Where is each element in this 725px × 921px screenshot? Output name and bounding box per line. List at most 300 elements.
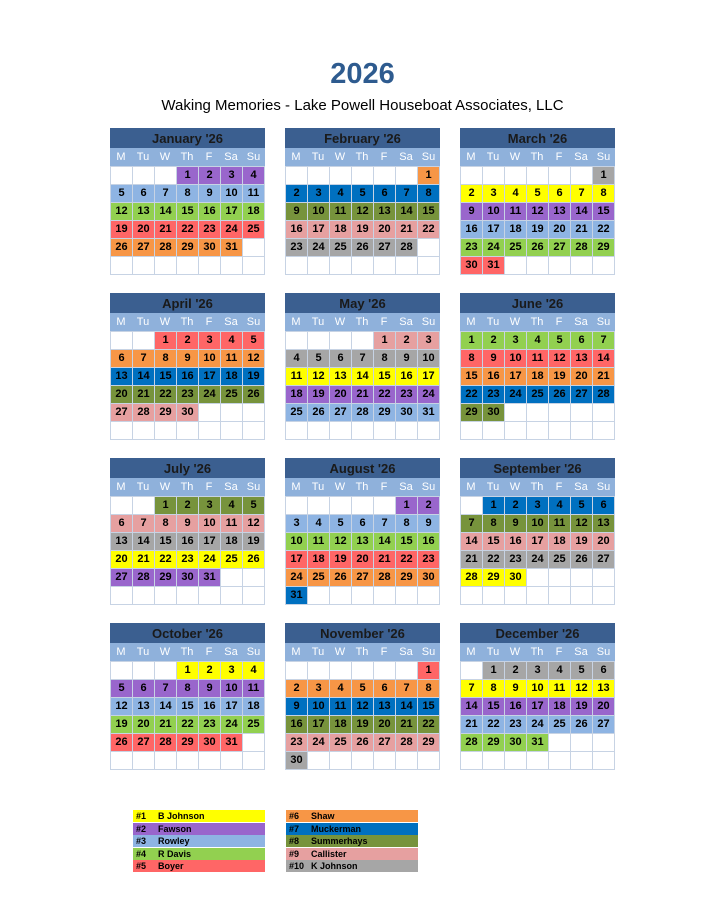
weekday-label: Sa bbox=[224, 151, 238, 163]
day-cell: 6 bbox=[133, 185, 155, 202]
day-cell: 21 bbox=[352, 386, 374, 403]
week-row bbox=[285, 220, 440, 238]
day-cell: 3 bbox=[505, 332, 527, 349]
week-row bbox=[460, 661, 615, 679]
empty-day-cell bbox=[155, 752, 177, 769]
day-cell: 29 bbox=[396, 569, 418, 586]
day-cell: 13 bbox=[133, 698, 155, 715]
day-cell: 19 bbox=[571, 698, 593, 715]
legend-entry bbox=[286, 848, 418, 860]
weekday-label: Tu bbox=[486, 151, 500, 163]
empty-day-cell bbox=[285, 422, 308, 439]
day-cell: 5 bbox=[352, 185, 374, 202]
empty-day-cell bbox=[527, 422, 549, 439]
empty-day-cell bbox=[330, 752, 352, 769]
day-cell: 5 bbox=[110, 680, 133, 697]
day-cell: 24 bbox=[308, 239, 330, 256]
empty-day-cell bbox=[243, 239, 265, 256]
empty-day-cell bbox=[330, 497, 352, 514]
day-cell: 15 bbox=[593, 203, 615, 220]
day-cell: 22 bbox=[460, 386, 483, 403]
week-row bbox=[110, 421, 265, 440]
weekday-header bbox=[285, 643, 440, 661]
weekday-header bbox=[285, 148, 440, 166]
empty-day-cell bbox=[177, 587, 199, 604]
week-row bbox=[460, 184, 615, 202]
day-cell: 27 bbox=[571, 386, 593, 403]
day-cell: 24 bbox=[199, 551, 221, 568]
empty-day-cell bbox=[505, 422, 527, 439]
day-cell: 13 bbox=[374, 698, 396, 715]
weekday-label: Sa bbox=[399, 151, 413, 163]
day-cell: 2 bbox=[177, 497, 199, 514]
week-row bbox=[460, 202, 615, 220]
empty-day-cell bbox=[374, 422, 396, 439]
day-cell: 10 bbox=[199, 515, 221, 532]
week-row bbox=[110, 166, 265, 184]
week-row bbox=[460, 697, 615, 715]
day-cell: 1 bbox=[418, 662, 440, 679]
day-cell: 25 bbox=[243, 716, 265, 733]
week-row bbox=[110, 679, 265, 697]
day-cell: 28 bbox=[593, 386, 615, 403]
day-cell: 29 bbox=[483, 734, 505, 751]
empty-day-cell bbox=[110, 257, 133, 274]
day-cell: 26 bbox=[110, 239, 133, 256]
day-cell: 9 bbox=[199, 680, 221, 697]
day-cell: 9 bbox=[460, 203, 483, 220]
day-cell: 29 bbox=[593, 239, 615, 256]
day-cell: 12 bbox=[571, 680, 593, 697]
legend-name: B Johnson bbox=[158, 811, 205, 821]
legend-name: Summerhays bbox=[311, 836, 368, 846]
day-cell: 14 bbox=[133, 533, 155, 550]
day-cell: 16 bbox=[177, 368, 199, 385]
day-cell: 3 bbox=[221, 167, 243, 184]
week-row bbox=[110, 715, 265, 733]
day-cell: 16 bbox=[199, 203, 221, 220]
month-title: January '26 bbox=[110, 128, 265, 148]
day-cell: 24 bbox=[483, 239, 505, 256]
week-row bbox=[110, 367, 265, 385]
legend-name: Rowley bbox=[158, 836, 190, 846]
empty-day-cell bbox=[593, 257, 615, 274]
empty-day-cell bbox=[483, 587, 505, 604]
week-row bbox=[285, 550, 440, 568]
weekday-label: Su bbox=[246, 646, 261, 658]
day-cell: 10 bbox=[505, 350, 527, 367]
weekday-header bbox=[285, 478, 440, 496]
day-cell: 13 bbox=[352, 533, 374, 550]
weekday-label: W bbox=[159, 646, 171, 658]
day-cell: 17 bbox=[308, 221, 330, 238]
day-cell: 29 bbox=[177, 239, 199, 256]
empty-day-cell bbox=[133, 257, 155, 274]
day-cell: 3 bbox=[308, 680, 330, 697]
day-cell: 6 bbox=[374, 680, 396, 697]
day-cell: 8 bbox=[418, 185, 440, 202]
empty-day-cell bbox=[308, 332, 330, 349]
day-cell: 9 bbox=[177, 515, 199, 532]
empty-day-cell bbox=[330, 257, 352, 274]
day-cell: 19 bbox=[243, 368, 265, 385]
empty-day-cell bbox=[549, 569, 571, 586]
empty-day-cell bbox=[505, 404, 527, 421]
week-row bbox=[285, 532, 440, 550]
day-cell: 19 bbox=[549, 368, 571, 385]
empty-day-cell bbox=[352, 257, 374, 274]
day-cell: 25 bbox=[527, 386, 549, 403]
week-row bbox=[285, 367, 440, 385]
empty-day-cell bbox=[285, 497, 308, 514]
day-cell: 28 bbox=[571, 239, 593, 256]
day-cell: 24 bbox=[285, 569, 308, 586]
day-cell: 23 bbox=[483, 386, 505, 403]
day-cell: 27 bbox=[352, 569, 374, 586]
day-cell: 29 bbox=[374, 404, 396, 421]
day-cell: 31 bbox=[221, 734, 243, 751]
day-cell: 17 bbox=[221, 698, 243, 715]
empty-day-cell bbox=[460, 752, 483, 769]
day-cell: 25 bbox=[285, 404, 308, 421]
day-cell: 4 bbox=[527, 332, 549, 349]
day-cell: 10 bbox=[308, 203, 330, 220]
legend-name: Shaw bbox=[311, 811, 335, 821]
day-cell: 6 bbox=[593, 497, 615, 514]
day-cell: 5 bbox=[571, 497, 593, 514]
week-row bbox=[110, 220, 265, 238]
month-days bbox=[460, 661, 615, 770]
empty-day-cell bbox=[243, 752, 265, 769]
week-row bbox=[110, 697, 265, 715]
day-cell: 26 bbox=[571, 551, 593, 568]
empty-day-cell bbox=[110, 497, 133, 514]
day-cell: 20 bbox=[352, 551, 374, 568]
day-cell: 16 bbox=[460, 221, 483, 238]
day-cell: 1 bbox=[177, 662, 199, 679]
day-cell: 23 bbox=[396, 386, 418, 403]
weekday-label: Tu bbox=[136, 646, 150, 658]
week-row bbox=[285, 751, 440, 770]
empty-day-cell bbox=[418, 422, 440, 439]
month-title: March '26 bbox=[460, 128, 615, 148]
empty-day-cell bbox=[374, 662, 396, 679]
legend-entry bbox=[133, 835, 265, 847]
weekday-label: Tu bbox=[486, 646, 500, 658]
day-cell: 23 bbox=[199, 221, 221, 238]
empty-day-cell bbox=[110, 587, 133, 604]
day-cell: 19 bbox=[308, 386, 330, 403]
weekday-label: Sa bbox=[224, 316, 238, 328]
day-cell: 25 bbox=[330, 239, 352, 256]
month-calendar bbox=[110, 623, 265, 770]
day-cell: 15 bbox=[396, 533, 418, 550]
day-cell: 19 bbox=[571, 533, 593, 550]
day-cell: 30 bbox=[177, 569, 199, 586]
day-cell: 26 bbox=[527, 239, 549, 256]
day-cell: 4 bbox=[221, 497, 243, 514]
day-cell: 1 bbox=[177, 167, 199, 184]
day-cell: 9 bbox=[483, 350, 505, 367]
weekday-label: F bbox=[205, 316, 213, 328]
empty-day-cell bbox=[505, 587, 527, 604]
weekday-label: W bbox=[334, 316, 346, 328]
weekday-label: Sa bbox=[574, 481, 588, 493]
week-row bbox=[110, 751, 265, 770]
week-row bbox=[460, 385, 615, 403]
day-cell: 25 bbox=[308, 569, 330, 586]
day-cell: 12 bbox=[330, 533, 352, 550]
empty-day-cell bbox=[330, 167, 352, 184]
day-cell: 8 bbox=[483, 680, 505, 697]
empty-day-cell bbox=[396, 752, 418, 769]
empty-day-cell bbox=[418, 752, 440, 769]
empty-day-cell bbox=[133, 167, 155, 184]
month-calendar bbox=[285, 293, 440, 440]
day-cell: 4 bbox=[330, 185, 352, 202]
day-cell: 22 bbox=[396, 551, 418, 568]
day-cell: 21 bbox=[396, 716, 418, 733]
day-cell: 24 bbox=[221, 716, 243, 733]
empty-day-cell bbox=[571, 167, 593, 184]
day-cell: 10 bbox=[199, 350, 221, 367]
empty-day-cell bbox=[308, 167, 330, 184]
day-cell: 15 bbox=[418, 698, 440, 715]
empty-day-cell bbox=[396, 587, 418, 604]
day-cell: 31 bbox=[221, 239, 243, 256]
empty-day-cell bbox=[330, 422, 352, 439]
day-cell: 6 bbox=[133, 680, 155, 697]
day-cell: 30 bbox=[460, 257, 483, 274]
day-cell: 1 bbox=[396, 497, 418, 514]
weekday-label: W bbox=[509, 151, 521, 163]
day-cell: 27 bbox=[593, 551, 615, 568]
day-cell: 21 bbox=[396, 221, 418, 238]
day-cell: 23 bbox=[177, 551, 199, 568]
empty-day-cell bbox=[483, 752, 505, 769]
empty-day-cell bbox=[571, 422, 593, 439]
month-calendar bbox=[460, 458, 615, 605]
empty-day-cell bbox=[133, 752, 155, 769]
weekday-label: Tu bbox=[486, 316, 500, 328]
day-cell: 8 bbox=[460, 350, 483, 367]
day-cell: 15 bbox=[374, 368, 396, 385]
day-cell: 30 bbox=[177, 404, 199, 421]
day-cell: 8 bbox=[177, 185, 199, 202]
empty-day-cell bbox=[352, 167, 374, 184]
week-row bbox=[460, 715, 615, 733]
weekday-label: F bbox=[380, 481, 388, 493]
empty-day-cell bbox=[133, 587, 155, 604]
day-cell: 13 bbox=[110, 533, 133, 550]
weekday-header bbox=[110, 313, 265, 331]
empty-day-cell bbox=[460, 422, 483, 439]
day-cell: 5 bbox=[308, 350, 330, 367]
day-cell: 20 bbox=[549, 221, 571, 238]
day-cell: 22 bbox=[374, 386, 396, 403]
week-row bbox=[110, 550, 265, 568]
week-row bbox=[285, 661, 440, 679]
day-cell: 10 bbox=[285, 533, 308, 550]
day-cell: 28 bbox=[396, 239, 418, 256]
empty-day-cell bbox=[374, 497, 396, 514]
day-cell: 17 bbox=[308, 716, 330, 733]
month-days bbox=[110, 331, 265, 440]
empty-day-cell bbox=[549, 587, 571, 604]
day-cell: 25 bbox=[243, 221, 265, 238]
day-cell: 22 bbox=[483, 716, 505, 733]
legend-number: #5 bbox=[136, 861, 147, 871]
day-cell: 9 bbox=[505, 515, 527, 532]
day-cell: 16 bbox=[505, 533, 527, 550]
empty-day-cell bbox=[527, 587, 549, 604]
day-cell: 28 bbox=[155, 734, 177, 751]
day-cell: 10 bbox=[483, 203, 505, 220]
empty-day-cell bbox=[527, 752, 549, 769]
legend-name: K Johnson bbox=[311, 861, 358, 871]
empty-day-cell bbox=[285, 332, 308, 349]
day-cell: 10 bbox=[527, 680, 549, 697]
day-cell: 28 bbox=[133, 569, 155, 586]
day-cell: 14 bbox=[155, 698, 177, 715]
legend-entry bbox=[286, 810, 418, 822]
day-cell: 12 bbox=[571, 515, 593, 532]
day-cell: 12 bbox=[352, 203, 374, 220]
month-title: February '26 bbox=[285, 128, 440, 148]
empty-day-cell bbox=[352, 332, 374, 349]
day-cell: 19 bbox=[352, 716, 374, 733]
day-cell: 20 bbox=[133, 716, 155, 733]
empty-day-cell bbox=[221, 404, 243, 421]
day-cell: 13 bbox=[593, 515, 615, 532]
day-cell: 26 bbox=[110, 734, 133, 751]
week-row bbox=[460, 568, 615, 586]
empty-day-cell bbox=[308, 587, 330, 604]
day-cell: 3 bbox=[199, 497, 221, 514]
month-calendar bbox=[285, 458, 440, 605]
empty-day-cell bbox=[549, 167, 571, 184]
empty-day-cell bbox=[308, 752, 330, 769]
weekday-header bbox=[460, 643, 615, 661]
empty-day-cell bbox=[243, 587, 265, 604]
day-cell: 17 bbox=[199, 533, 221, 550]
month-days bbox=[285, 331, 440, 440]
weekday-label: M bbox=[116, 481, 126, 493]
day-cell: 22 bbox=[483, 551, 505, 568]
day-cell: 9 bbox=[396, 350, 418, 367]
day-cell: 20 bbox=[330, 386, 352, 403]
day-cell: 21 bbox=[593, 368, 615, 385]
empty-day-cell bbox=[527, 167, 549, 184]
day-cell: 5 bbox=[243, 497, 265, 514]
day-cell: 6 bbox=[110, 350, 133, 367]
day-cell: 18 bbox=[505, 221, 527, 238]
day-cell: 4 bbox=[549, 662, 571, 679]
day-cell: 7 bbox=[396, 185, 418, 202]
day-cell: 24 bbox=[199, 386, 221, 403]
day-cell: 30 bbox=[505, 734, 527, 751]
day-cell: 11 bbox=[285, 368, 308, 385]
weekday-label: M bbox=[466, 151, 476, 163]
weekday-header bbox=[110, 148, 265, 166]
day-cell: 28 bbox=[374, 569, 396, 586]
day-cell: 21 bbox=[571, 221, 593, 238]
legend-name: Boyer bbox=[158, 861, 184, 871]
legend-entry bbox=[133, 823, 265, 835]
day-cell: 16 bbox=[199, 698, 221, 715]
week-row bbox=[285, 679, 440, 697]
empty-day-cell bbox=[110, 332, 133, 349]
day-cell: 5 bbox=[243, 332, 265, 349]
day-cell: 30 bbox=[396, 404, 418, 421]
weekday-label: W bbox=[509, 646, 521, 658]
day-cell: 26 bbox=[352, 734, 374, 751]
weekday-label: Su bbox=[421, 316, 436, 328]
day-cell: 6 bbox=[593, 662, 615, 679]
day-cell: 23 bbox=[505, 551, 527, 568]
day-cell: 14 bbox=[155, 203, 177, 220]
legend-number: #8 bbox=[289, 836, 300, 846]
day-cell: 8 bbox=[396, 515, 418, 532]
day-cell: 22 bbox=[418, 221, 440, 238]
empty-day-cell bbox=[460, 497, 483, 514]
weekday-label: Su bbox=[421, 646, 436, 658]
weekday-label: F bbox=[555, 481, 563, 493]
empty-day-cell bbox=[571, 734, 593, 751]
empty-day-cell bbox=[571, 257, 593, 274]
day-cell: 5 bbox=[571, 662, 593, 679]
day-cell: 9 bbox=[418, 515, 440, 532]
week-row bbox=[285, 496, 440, 514]
day-cell: 2 bbox=[483, 332, 505, 349]
week-row bbox=[110, 514, 265, 532]
day-cell: 16 bbox=[285, 221, 308, 238]
day-cell: 18 bbox=[221, 368, 243, 385]
day-cell: 7 bbox=[460, 680, 483, 697]
day-cell: 30 bbox=[199, 239, 221, 256]
day-cell: 16 bbox=[418, 533, 440, 550]
day-cell: 7 bbox=[155, 185, 177, 202]
week-row bbox=[285, 184, 440, 202]
week-row bbox=[285, 331, 440, 349]
empty-day-cell bbox=[243, 734, 265, 751]
day-cell: 7 bbox=[460, 515, 483, 532]
empty-day-cell bbox=[593, 734, 615, 751]
day-cell: 21 bbox=[155, 716, 177, 733]
empty-day-cell bbox=[505, 752, 527, 769]
week-row bbox=[110, 568, 265, 586]
month-days bbox=[110, 661, 265, 770]
empty-day-cell bbox=[352, 497, 374, 514]
weekday-label: W bbox=[334, 646, 346, 658]
day-cell: 22 bbox=[155, 551, 177, 568]
day-cell: 30 bbox=[285, 752, 308, 769]
month-calendar bbox=[285, 623, 440, 770]
day-cell: 23 bbox=[177, 386, 199, 403]
weekday-label: Th bbox=[530, 646, 544, 658]
day-cell: 26 bbox=[549, 386, 571, 403]
week-row bbox=[460, 367, 615, 385]
day-cell: 20 bbox=[110, 551, 133, 568]
weekday-label: Tu bbox=[311, 481, 325, 493]
day-cell: 6 bbox=[374, 185, 396, 202]
day-cell: 31 bbox=[285, 587, 308, 604]
weekday-label: W bbox=[159, 151, 171, 163]
weekday-header bbox=[285, 313, 440, 331]
month-days bbox=[285, 166, 440, 275]
day-cell: 18 bbox=[243, 698, 265, 715]
day-cell: 20 bbox=[593, 533, 615, 550]
